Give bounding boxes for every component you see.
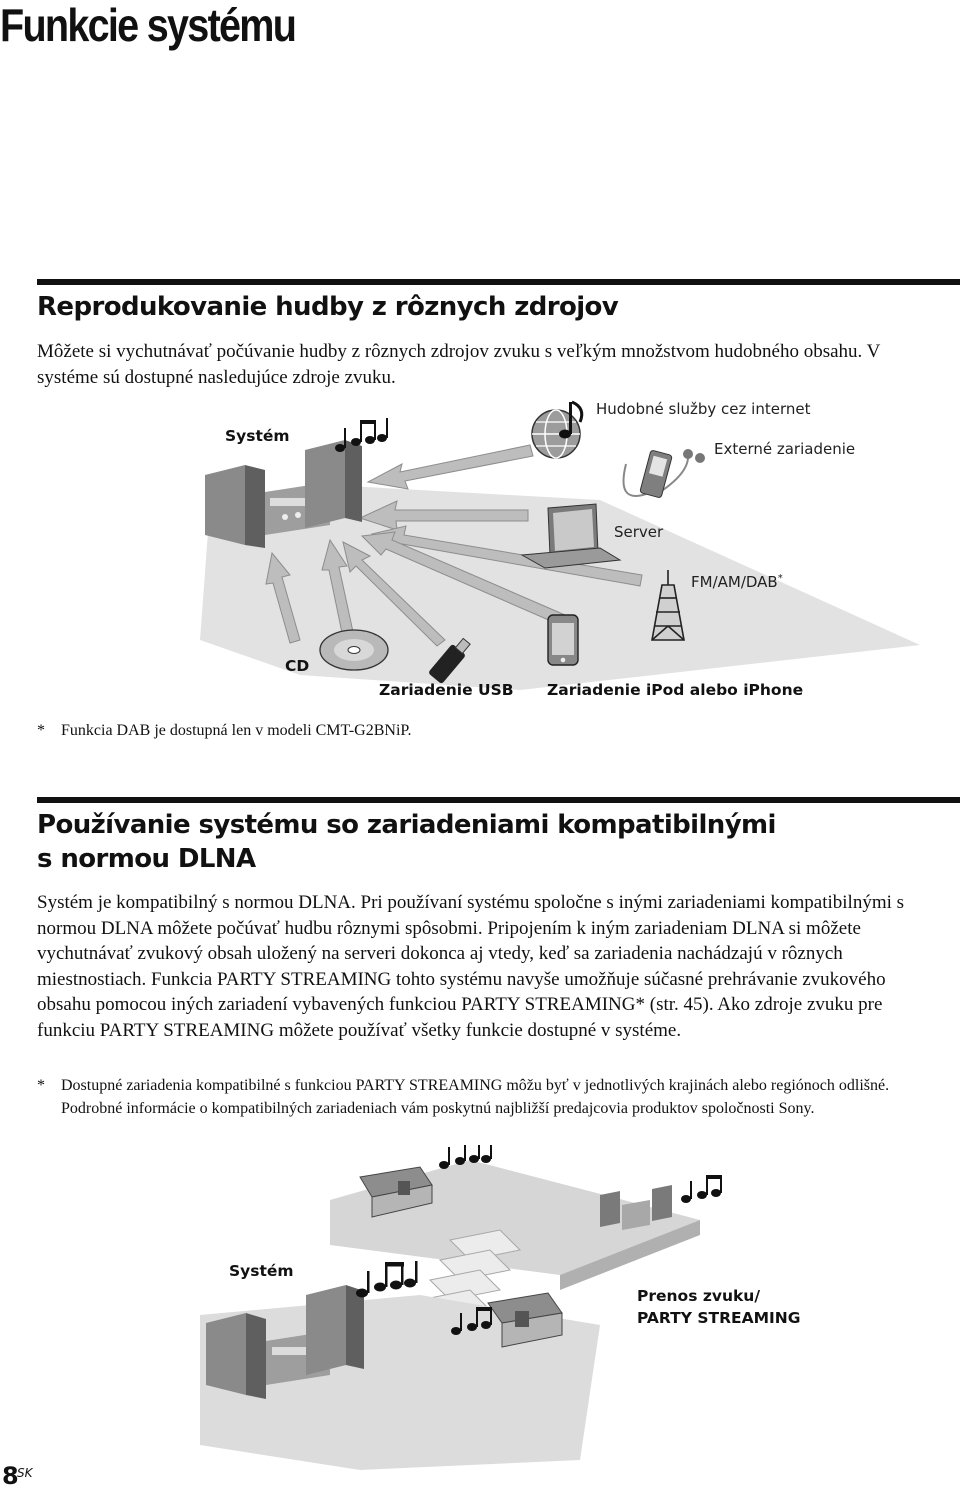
label-party-streaming: Prenos zvuku/ PARTY STREAMING xyxy=(637,1287,801,1327)
sources-diagram xyxy=(0,390,960,710)
footnote-party: * Dostupné zariadenia kompatibilné s funkciou PARTY STREAMING môžu byť v jednotlivých krajinách alebo regiónoch odlišné. Podrobné informácie o kompatibilných zariadeniach vám poskytnú najbližší predajcovia produktov spoločnosti Sony. xyxy=(37,1077,890,1117)
section-rule xyxy=(37,279,960,285)
page-number: 8 xyxy=(2,1462,19,1490)
section-heading-dlna-line2: s normou DLNA xyxy=(37,844,256,874)
label-internet: Hudobné služby cez internet xyxy=(596,400,811,418)
music-notes-icon xyxy=(681,1175,722,1203)
section-heading-sources: Reprodukovanie hudby z rôznych zdrojov xyxy=(37,292,619,322)
label-system: Systém xyxy=(225,427,290,445)
dlna-body: Systém je kompatibilný s normou DLNA. Pri používaní systému spoločne s inými zariadeniami kompatibilnými s normou DLNA môžete počúvať hudbu rôznymi spôsobmi. Pripojením k iným zariadeniam DLNA si môžete vychutnávať zvukový obsah uložený na serveri dokonca aj vtedy, keď sa zariadenia nachádzajú v rôznych miestnostiach. Funkcia PARTY STREAMING tohto systému navyše umožňuje súčasné prehrávanie zvukového obsahu pomocou iných zariadení vybavených funkciou PARTY STREAMING* (str. 45). Ako zdroje zvuku pre funkciu PARTY STREAMING môžete používať všetky funkcie dostupné v systéme. xyxy=(37,892,905,1041)
section-rule xyxy=(37,797,960,803)
music-notes-icon xyxy=(356,1261,418,1298)
label-usb: Zariadenie USB xyxy=(379,681,514,699)
page-title: Funkcie systému xyxy=(0,0,296,51)
iphone-icon xyxy=(548,615,578,665)
label-system-2: Systém xyxy=(229,1262,294,1280)
label-ipod: Zariadenie iPod alebo iPhone xyxy=(547,681,804,699)
walkman-icon xyxy=(624,449,706,498)
footnote-dab: * Funkcia DAB je dostupná len v modeli CMT-G2BNiP. xyxy=(37,722,412,739)
label-radio: FM/AM/DAB* xyxy=(691,573,783,591)
cd-icon xyxy=(320,630,388,670)
section-heading-dlna-line1: Používanie systému so zariadeniami kompatibilnými xyxy=(37,810,776,840)
label-server: Server xyxy=(614,523,664,541)
section-intro: Môžete si vychutnávať počúvanie hudby z rôznych zdrojov zvuku s veľkým množstvom hudobného obsahu. V systéme sú dostupné nasledujúce zdroje zvuku. xyxy=(37,341,881,388)
dlna-diagram xyxy=(0,1145,960,1475)
label-external: Externé zariadenie xyxy=(714,440,856,458)
label-cd: CD xyxy=(285,657,310,675)
page-lang: SK xyxy=(17,1466,33,1480)
globe-icon xyxy=(532,402,582,458)
